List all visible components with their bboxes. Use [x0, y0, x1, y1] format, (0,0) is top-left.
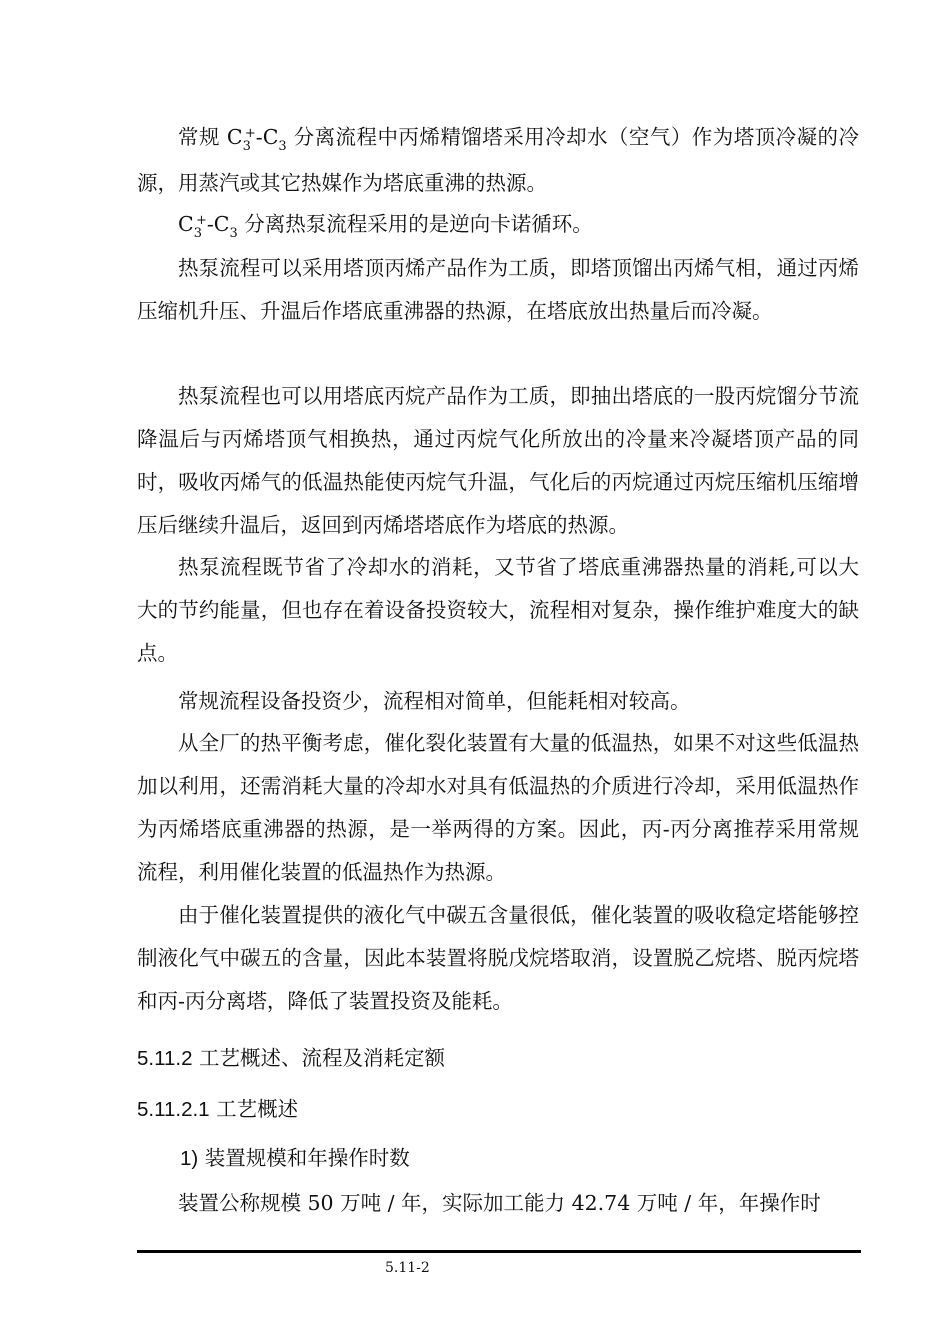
list-heading-1 — [180, 1137, 410, 1180]
formula-c: C — [178, 212, 194, 236]
paragraph-capacity: 装置公称规模 50 万吨 / 年，实际加工能力 42.74 万吨 / 年，年操作时 — [178, 1191, 821, 1215]
text-run: 常规 — [178, 125, 227, 149]
formula-subscript: 3 — [193, 226, 202, 241]
section-heading-5-11-2 — [137, 1037, 445, 1080]
paragraph-heat-pump-cycle — [137, 203, 859, 249]
section-title: 工艺概述 — [209, 1097, 299, 1121]
paragraph-propylene-working-fluid: 热泵流程可以采用塔顶丙烯产品作为工质，即塔顶馏出丙烯气相，通过丙烯压缩机升压、升温后作塔底重沸器的热源，在塔底放出热量后而冷凝。 — [137, 256, 859, 323]
section-title: 工艺概述、流程及消耗定额 — [192, 1046, 445, 1070]
paragraph-conventional-summary: 常规流程设备投资少，流程相对简单，但能耗相对较高。 — [178, 689, 691, 713]
formula-subscript: 3 — [229, 226, 238, 241]
paragraph-conventional-process — [137, 116, 859, 205]
formula-c: -C — [255, 125, 279, 149]
section-heading-5-11-2-1 — [137, 1088, 298, 1131]
formula-c: -C — [206, 212, 230, 236]
paragraph-heat-balance: 从全厂的热平衡考虑，催化裂化装置有大量的低温热，如果不对这些低温热加以利用，还需消耗大量的冷却水对具有低温热的介质进行冷却，采用低温热作为丙烯塔底重沸器的热源，是一举两得的方案。因此，丙-丙分离推荐采用常规流程，利用催化装置的低温热作为热源。 — [137, 731, 859, 884]
paragraph-heat-pump-pros-cons: 热泵流程既节省了冷却水的消耗，又节省了塔底重沸器热量的消耗,可以大大的节约能量，但也存在着设备投资较大，流程相对复杂，操作维护难度大的缺点。 — [137, 555, 859, 665]
formula-subscript: 3 — [242, 139, 251, 154]
formula-superscript: + — [195, 213, 207, 228]
formula-subscript: 3 — [278, 139, 287, 154]
footer-rule — [137, 1250, 861, 1253]
text-run: 分离流程中丙烯精馏塔采用冷却水（空气）作为塔顶冷凝的冷源，用蒸汽或其它热媒作为塔底重沸的热源。 — [137, 125, 859, 195]
list-title: 装置规模和年操作时数 — [198, 1146, 410, 1170]
paragraph-propane-working-fluid: 热泵流程也可以用塔底丙烷产品作为工质，即抽出塔底的一股丙烷馏分节流降温后与丙烯塔顶气相换热，通过丙烷气化所放出的冷量来冷凝塔顶产品的同时，吸收丙烯气的低温热能使丙烷气升温，气化后的丙烷通过丙烷压缩机压缩增压后继续升温后，返回到丙烯塔塔底作为塔底的热源。 — [137, 384, 859, 537]
formula-superscript: + — [244, 126, 256, 141]
page-number: 5.11-2 — [385, 1260, 430, 1276]
paragraph-depentanizer: 由于催化装置提供的液化气中碳五含量很低，催化装置的吸收稳定塔能够控制液化气中碳五的含量，因此本装置将脱戊烷塔取消，设置脱乙烷塔、脱丙烷塔和丙-丙分离塔，降低了装置投资及能耗。 — [137, 903, 859, 1013]
section-number: 5.11.2.1 — [137, 1098, 210, 1121]
text-run: 分离热泵流程采用的是逆向卡诺循环。 — [237, 212, 593, 236]
section-number: 5.11.2 — [137, 1047, 193, 1070]
formula-c: C — [226, 125, 243, 149]
list-number: 1) — [180, 1147, 199, 1170]
